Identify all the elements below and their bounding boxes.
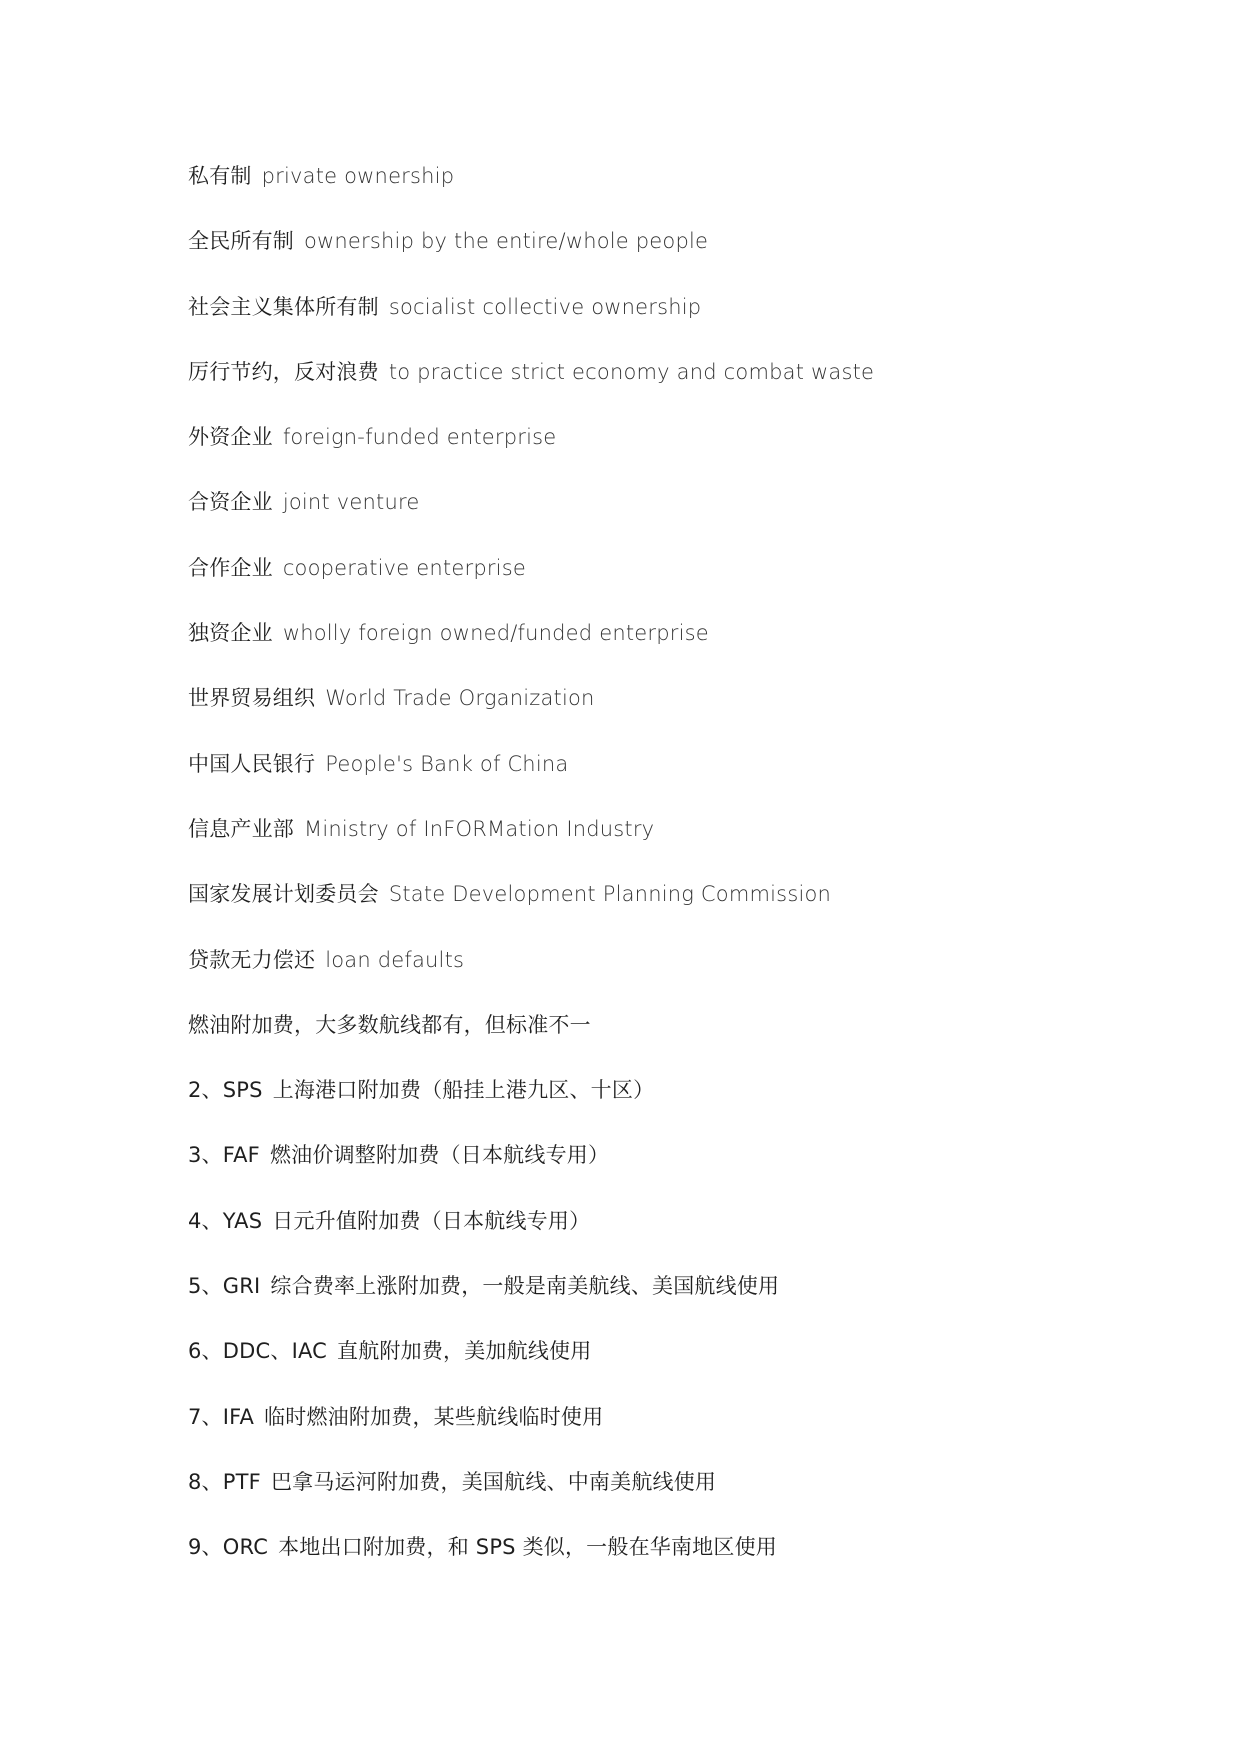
list-item — [188, 1339, 1148, 1404]
surcharge-code: 5、GRI — [188, 1274, 261, 1299]
term-chinese: 全民所有制 — [188, 229, 294, 254]
term-english: foreign-funded enterprise — [282, 425, 557, 450]
term-chinese: 世界贸易组织 — [188, 686, 316, 711]
term-english: socialist collective ownership — [388, 294, 702, 319]
surcharge-description: 直航附加费，美加航线使用 — [337, 1339, 592, 1364]
list-item — [188, 621, 1148, 686]
term-english: State Development Planning Commission — [388, 882, 832, 907]
term-chinese: 厉行节约，反对浪费 — [188, 359, 379, 384]
surcharge-description: 燃油价调整附加费（日本航线专用） — [269, 1143, 610, 1168]
list-item — [188, 1470, 1148, 1535]
term-english: wholly foreign owned/funded enterprise — [282, 621, 709, 646]
surcharge-description: 日元升值附加费（日本航线专用） — [272, 1208, 591, 1233]
term-english: to practice strict economy and combat waste — [388, 359, 875, 384]
term-chinese: 信息产业部 — [188, 816, 294, 841]
surcharge-code: 9、ORC — [188, 1535, 269, 1560]
list-item — [188, 752, 1148, 817]
term-english: Ministry of InFORMation Industry — [304, 816, 655, 841]
list-item — [188, 425, 1148, 490]
term-english: loan defaults — [325, 947, 465, 972]
list-item — [188, 882, 1148, 947]
surcharge-note: 燃油附加费，大多数航线都有，但标准不一 — [188, 1012, 591, 1037]
list-item — [188, 1143, 1148, 1208]
surcharge-code: 6、DDC、IAC — [188, 1339, 328, 1364]
list-item — [188, 164, 1148, 229]
list-item — [188, 1209, 1148, 1274]
list-item — [188, 1405, 1148, 1470]
term-chinese: 私有制 — [188, 164, 252, 188]
surcharge-code: 3、FAF — [188, 1143, 260, 1168]
surcharge-description: 上海港口附加费（船挂上港九区、十区） — [272, 1078, 655, 1103]
surcharge-description: 综合费率上涨附加费，一般是南美航线、美国航线使用 — [270, 1274, 780, 1299]
surcharge-description: 巴拿马运河附加费，美国航线、中南美航线使用 — [270, 1469, 717, 1494]
list-item — [188, 1013, 1148, 1078]
surcharge-code: 7、IFA — [188, 1404, 255, 1429]
term-chinese: 合作企业 — [188, 555, 273, 580]
list-item — [188, 490, 1148, 555]
surcharge-code: 2、SPS — [188, 1078, 263, 1103]
list-item — [188, 1078, 1148, 1143]
term-chinese: 中国人民银行 — [188, 751, 316, 776]
surcharge-code: 8、PTF — [188, 1469, 261, 1494]
list-item — [188, 1274, 1148, 1339]
term-chinese: 国家发展计划委员会 — [188, 882, 379, 907]
surcharge-description: 临时燃油附加费，某些航线临时使用 — [264, 1404, 604, 1429]
term-english: joint venture — [282, 490, 420, 515]
term-chinese: 独资企业 — [188, 621, 273, 646]
term-chinese: 社会主义集体所有制 — [188, 294, 379, 319]
surcharge-code: 4、YAS — [188, 1208, 263, 1233]
term-chinese: 合资企业 — [188, 490, 273, 515]
list-item — [188, 817, 1148, 882]
list-item — [188, 686, 1148, 751]
term-english: People's Bank of China — [325, 751, 569, 776]
term-english: World Trade Organization — [325, 686, 595, 711]
surcharge-description: 本地出口附加费，和 SPS 类似，一般在华南地区使用 — [278, 1535, 777, 1560]
list-item — [188, 229, 1148, 294]
term-chinese: 外资企业 — [188, 425, 273, 450]
list-item — [188, 556, 1148, 621]
list-item — [188, 948, 1148, 1013]
term-english: cooperative enterprise — [282, 555, 526, 580]
list-item — [188, 295, 1148, 360]
list-item — [188, 1535, 1148, 1600]
list-item — [188, 360, 1148, 425]
term-chinese: 贷款无力偿还 — [188, 947, 316, 972]
term-english: ownership by the entire/whole people — [304, 229, 709, 254]
term-english: private ownership — [261, 164, 455, 188]
glossary-list — [188, 164, 1148, 1601]
